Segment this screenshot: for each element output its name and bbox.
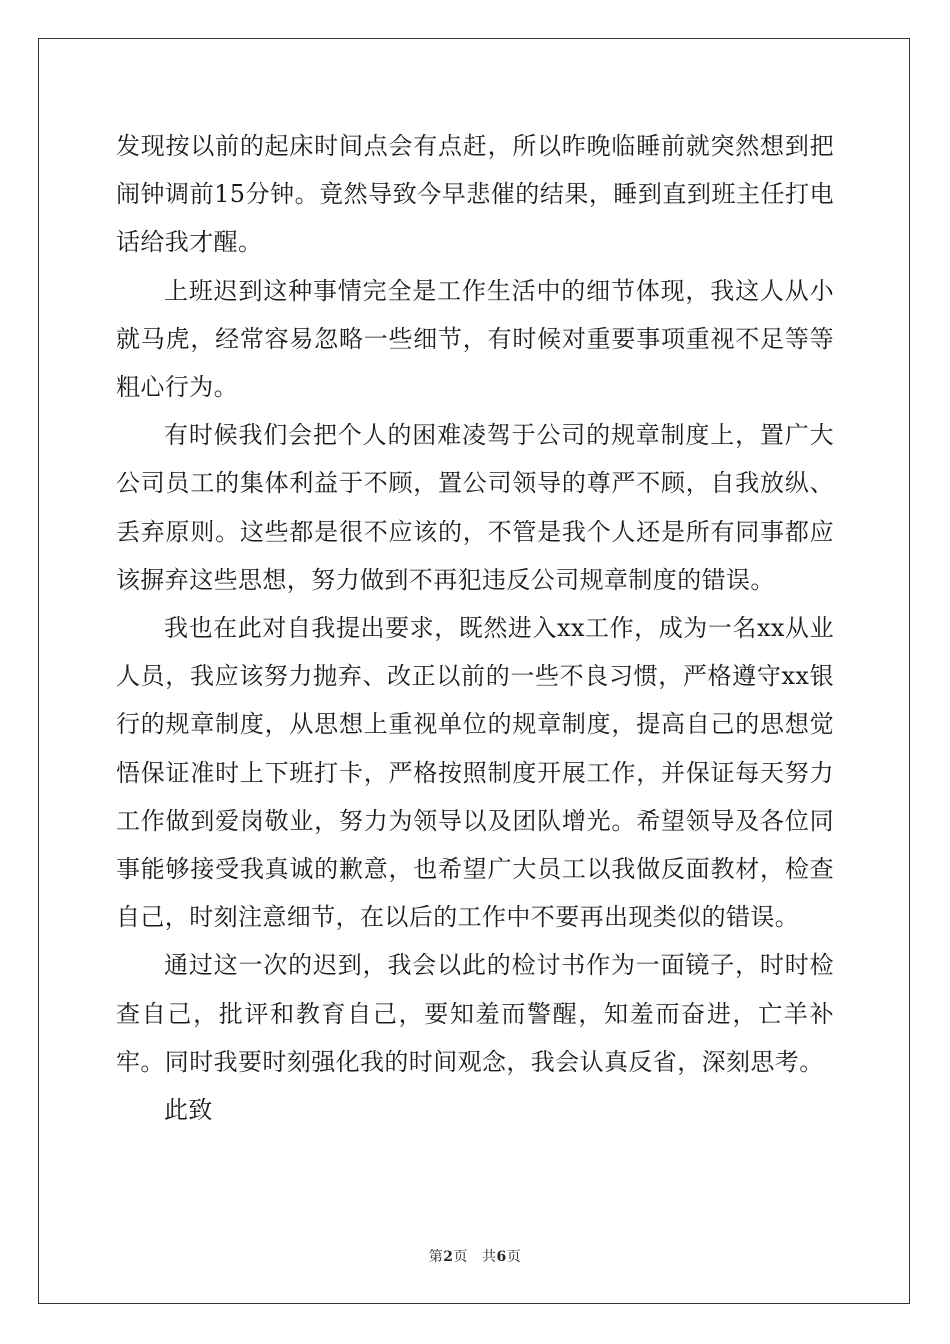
- page-number-current: 2: [443, 1249, 454, 1265]
- paragraph: 上班迟到这种事情完全是工作生活中的细节体现，我这人从小就马虎，经常容易忽略一些细节，有时候对重要事项重视不足等等粗心行为。: [116, 276, 834, 402]
- page-total-suffix: 页: [506, 1249, 522, 1265]
- paragraph: 有时候我们会把个人的困难凌驾于公司的规章制度上，置广大公司员工的集体利益于不顾，置公司领导的尊严不顾，自我放纵、丢弃原则。这些都是很不应该的，不管是我个人还是所有同事都应该摒弃这些思想，努力做到不再犯违反公司规章制度的错误。: [116, 421, 834, 594]
- page-number-total: 6: [496, 1249, 507, 1265]
- document-body: [116, 122, 834, 1134]
- paragraph: 通过这一次的迟到，我会以此的检讨书作为一面镜子，时时检查自己，批评和教育自己，要知羞而警醒，知羞而奋进，亡羊补牢。同时我要时刻强化我的时间观念，我会认真反省，深刻思考。: [116, 951, 834, 1076]
- paragraph: 我也在此对自我提出要求，既然进入xx工作，成为一名xx从业人员，我应该努力抛弃、改正以前的一些不良习惯，严格遵守xx银行的规章制度，从思想上重视单位的规章制度，提高自己的思想觉悟保证准时上下班打卡，严格按照制度开展工作，并保证每天努力工作做到爱岗敬业，努力为领导以及团队增光。希望领导及各位同事能够接受我真诚的歉意，也希望广大员工以我做反面教材，检查自己，时刻注意细节，在以后的工作中不要再出现类似的错误。: [116, 614, 834, 932]
- page-total-prefix: 共: [482, 1249, 497, 1265]
- page-number-suffix: 页: [453, 1249, 468, 1265]
- closing-salutation: 此致: [164, 1096, 213, 1125]
- page-footer: [0, 1246, 950, 1266]
- page-number-prefix: 第: [428, 1249, 444, 1265]
- paragraph-continuation: 发现按以前的起床时间点会有点赶，所以昨晚临睡前就突然想到把闹钟调前15分钟。竟然导致今早悲催的结果，睡到直到班主任打电话给我才醒。: [116, 132, 834, 257]
